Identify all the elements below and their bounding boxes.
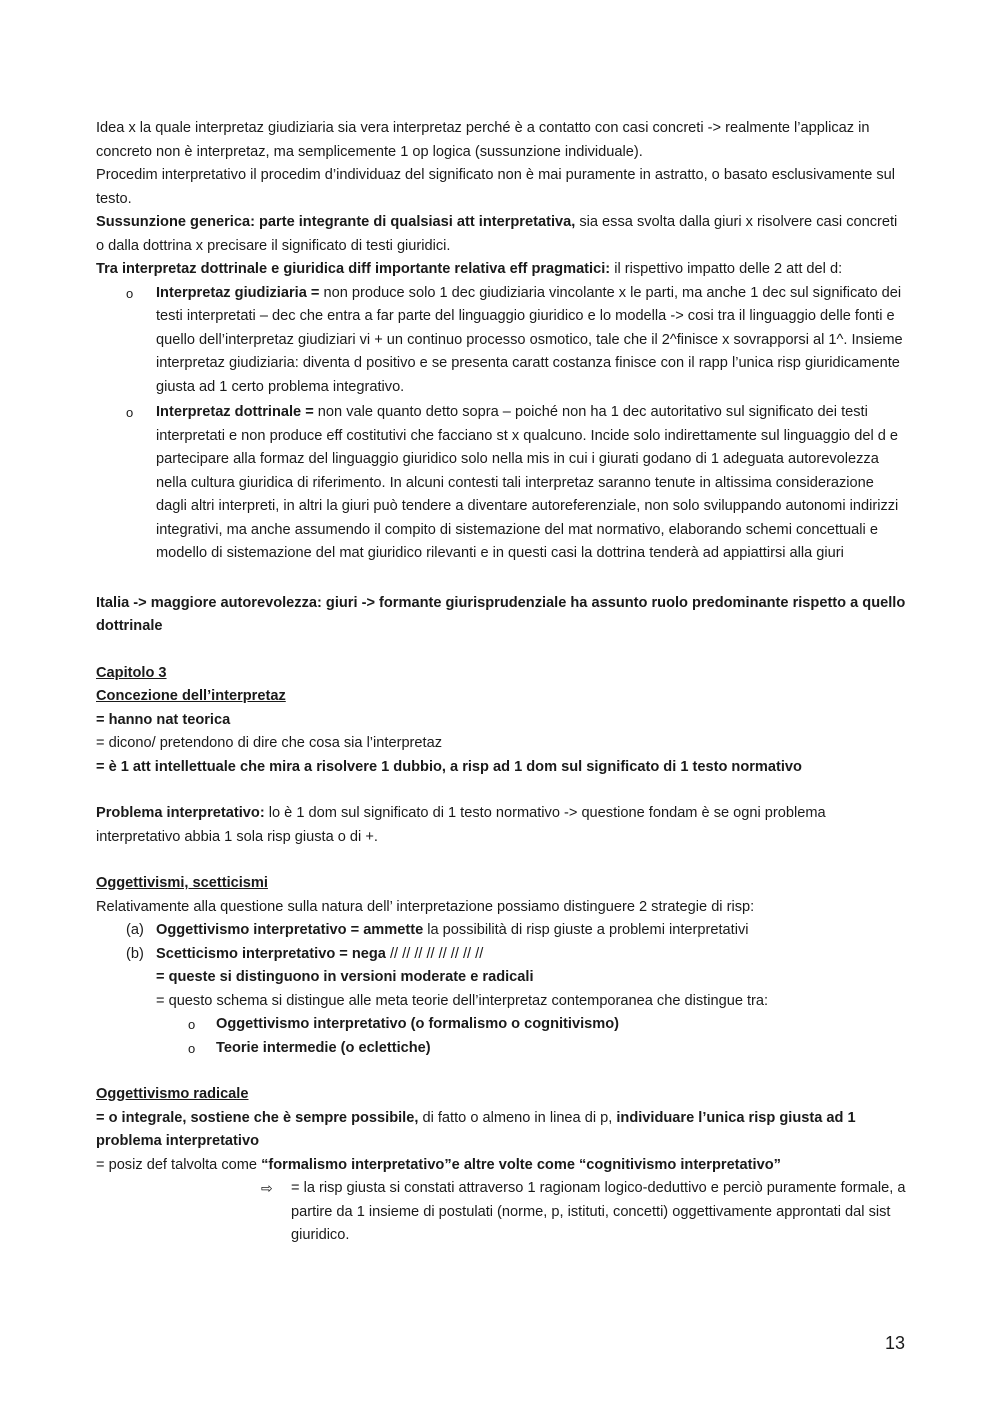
interpretation-types-list [96, 282, 908, 566]
list-item: o Oggettivismo interpretativo (o formalismo o cognitivismo) [96, 1013, 908, 1037]
section-intro: Relativamente alla questione sulla natura dell’ interpretazione possiamo distinguere 2 strategie di risp: [96, 898, 755, 915]
list-item: o Interpretaz dottrinale = non vale quanto detto sopra – poiché non ha 1 dec autoritativo sul significato dei testi interpretati e non produce eff costitutivi che facciano st x qualcuno. Incide solo indirettamente sul linguaggio del d e partecipare alla formaz del linguaggio giuridico solo nella mis in cui i giurati godano di 1 adeguata autorevolezza nella cultura giuridica di riferimento. In alcuni contesti tali interpretaz saranno tenute in altissima considerazione dagli altri interpreti, in altri la giuri può tendere a diventare autoreferenziale, non solo sviluppando autonomi indirizzi integrativi, ma anche assumendo il compito di sistemazione del mat normativo, elaborando schemi concettuali e modello di sistemazione del mat giuridico rilevanti e in questi casi la dottrina tenderà ad appiattirsi alla giuri [96, 401, 908, 566]
circle-bullet-icon: o [126, 285, 134, 301]
sub-line-2: = questo schema si distingue alle meta teorie dell’interpretaz contemporanea che distingue tra: [156, 992, 769, 1009]
paragraph-italy: Italia -> maggiore autorevolezza: giuri -> formante giurisprudenziale ha assunto ruolo predominante rispetto a quello dottrinale [96, 594, 906, 634]
chapter-title: Capitolo 3 [96, 664, 167, 681]
list-item: (a) Oggettivismo interpretativo = ammette la possibilità di risp giuste a problemi interpretativi [126, 922, 749, 938]
chapter-line-2: = dicono/ pretendono di dire che cosa sia l’interpretaz [96, 735, 443, 751]
paragraph-interpretive-procedure: Procedim interpretativo il procedim d’individuaz del significato non è mai puramente in astratto, o basato esclusivamente sul testo. [96, 167, 896, 207]
list-item: o Teorie intermedie (o eclettiche) [96, 1037, 908, 1061]
paragraph-interpretive-problem: Problema interpretativo: lo è 1 dom sul significato di 1 testo normativo -> questione fondam è se ogni problema interpretativo abbia 1 sola risp giusta o di +. [96, 805, 826, 845]
circle-bullet-icon: o [126, 405, 134, 420]
chapter-subtitle: Concezione dell’interpretaz [96, 688, 286, 704]
paragraph-generic-subsumption: Sussunzione generica: parte integrante di qualsiasi att interpretativa, sia essa svolta dalla giuri x risolvere casi concreti o dalla dottrina x precisare il significato di testi giuridici. [96, 214, 898, 254]
radical-line-1: = o integrale, sostiene che è sempre possibile, di fatto o almeno in linea di p, individuare l’unica risp giusta ad 1 problema interpretativo [96, 1109, 856, 1149]
section-title-objectivisms: Oggettivismi, scetticismi [96, 875, 268, 891]
bold-lead: Tra interpretaz dottrinale e giuridica diff importante relativa eff pragmatici: [96, 261, 611, 277]
strategies-list [96, 919, 908, 966]
section-title-radical: Oggettivismo radicale [96, 1086, 249, 1102]
radical-line-2: = posiz def talvolta come “formalismo interpretativo”e altre volte come “cognitivismo interpretativo” [96, 1156, 781, 1173]
page-content [96, 117, 908, 1248]
circle-bullet-icon: o [188, 1040, 196, 1056]
arrow-right-icon: ⇨ [261, 1180, 273, 1196]
circle-bullet-icon: o [188, 1017, 196, 1032]
list-item: (b) Scetticismo interpretativo = nega // // // // // // // // [126, 945, 484, 962]
page-number: 13 [884, 1333, 905, 1353]
sub-line-1: = queste si distinguono in versioni moderate e radicali [156, 969, 534, 985]
radical-arrow-item: ⇨ = la risp giusta si constati attraverso 1 ragionam logico-deduttivo e perciò puramente formale, a partire da 1 insieme di postulati (norme, p, istituti, concetti) oggettivamente approntati dal sist giuridico. [96, 1177, 908, 1248]
paragraph-judicial-interpretation: Idea x la quale interpretaz giudiziaria sia vera interpretaz perché è a contatto con casi concreti -> realmente l’applicaz in concreto non è interpretaz, ma semplicemente 1 op logica (sussunzione individuale). [96, 120, 870, 160]
list-item: o Interpretaz giudiziaria = non produce solo 1 dec giudiziaria vincolante x le parti, ma anche 1 dec sul significato dei testi interpretati – dec che entra a far parte del linguaggio giuridico e lo modella -> cosi tra il linguaggio delle fonti e quello dell’interpretaz giudiziari vi + un continuo processo osmotico, tale che il 2^finisce x sovrapporsi al 1^. Insieme interpretaz giudiziaria: diventa d positivo e se presenta caratt costanza finisce con il rapp l’unica risp giuridicamente giusta ad 1 certo problema integrativo. [96, 282, 908, 400]
paragraph-doctrinal-vs-judicial: Tra interpretaz dottrinale e giuridica diff importante relativa eff pragmatici: il rispettivo impatto delle 2 att del d: [96, 261, 843, 277]
bold-lead: Sussunzione generica: parte integrante di qualsiasi att interpretativa, [96, 214, 576, 230]
chapter-line-3: = è 1 att intellettuale che mira a risolvere 1 dubbio, a risp ad 1 dom sul significato di 1 testo normativo [96, 758, 802, 775]
chapter-line-1: = hanno nat teorica [96, 711, 231, 728]
meta-theories-list [96, 1013, 908, 1060]
